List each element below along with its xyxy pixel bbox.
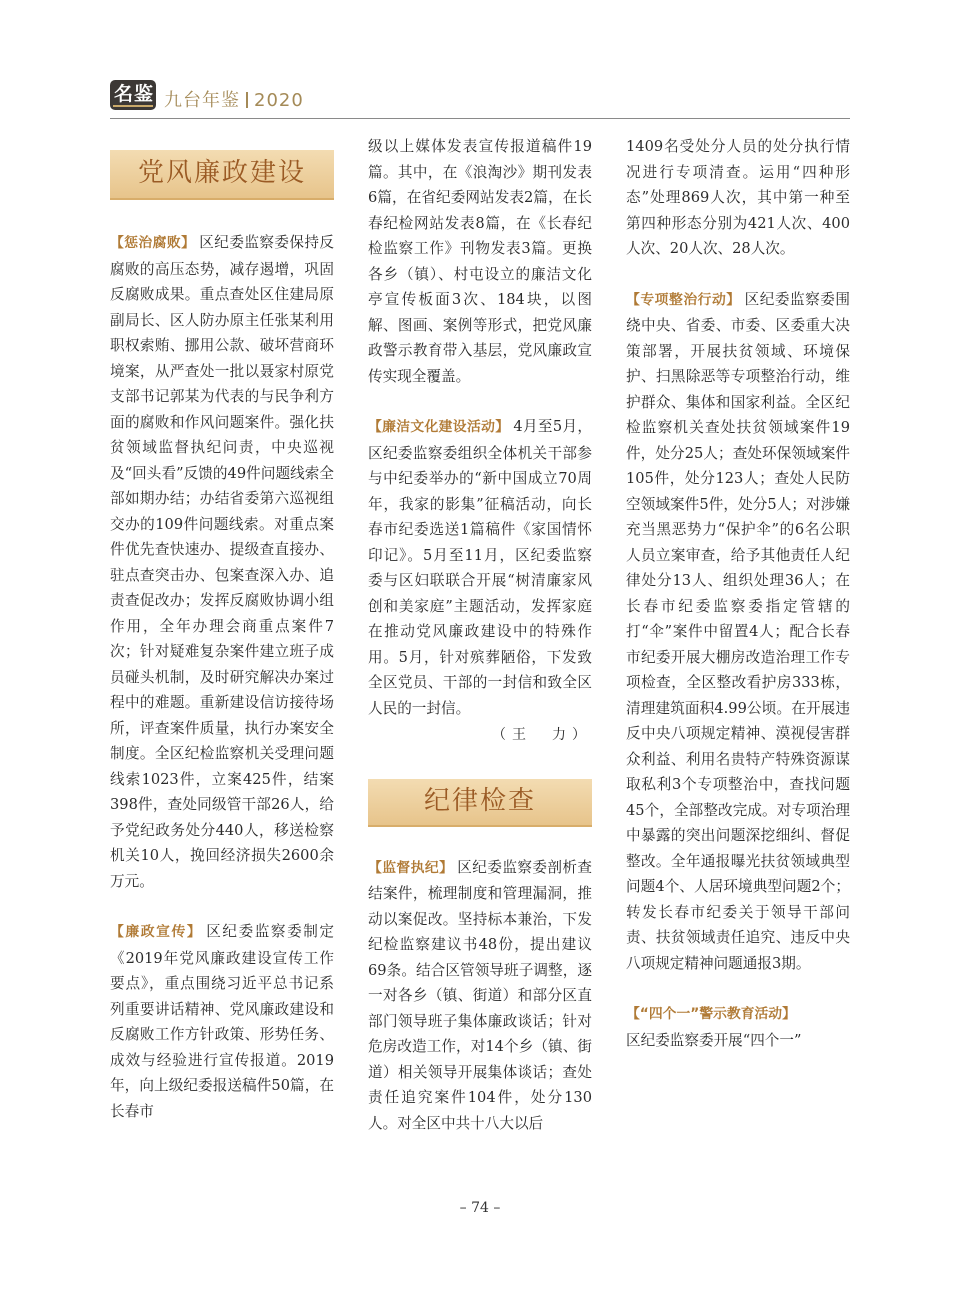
title-separator xyxy=(246,92,248,108)
section-title-discipline: 纪律检查 xyxy=(368,779,592,827)
paragraph-text: 区纪委监察委围绕中央、省委、市委、区委重大决策部署，开展扶贫领域、环境保护、扫黑除恶等专项整治行动，维护群众、集体和国家利益。全区纪检监察机关查处扶贫领域案件19件，处分25人；查处环保领域案件105件，处分123人；查处人民防空领域案件5件，处分5人；对涉嫌充当黑恶势力“保护伞”的6名公职人员立案审查，给予其他责任人纪律处分13人、组织处理36人；在长春市纪委监察委指定管辖的打“伞”案件中留置4人；配合长春市纪委开展大棚房改造治理工作专项检查，全区整改看护房333栋，清理建筑面积4.99公顷。在开展违反中央八项规定精神、漠视侵害群众利益、利用名贵特产特殊资源谋取私利3个专项整治中，查找问题45个，全部整改完成。对专项治理中暴露的突出问题深挖细纠、督促整改。全年通报曝光扶贫领域典型问题4个、人居环境典型问题2个；转发长春市纪委关于领导干部问责、扶贫领域责任追究、违反中央八项规定精神问题通报3期。 xyxy=(626,290,850,972)
column-3 xyxy=(626,134,850,1053)
paragraph-gap xyxy=(626,262,850,287)
paragraph-gap xyxy=(110,894,334,919)
logo-char-1: 名 xyxy=(114,83,134,105)
paragraph-gap xyxy=(368,389,592,414)
paragraph-warning-education xyxy=(626,1001,850,1053)
paragraph-publicity-continued xyxy=(368,134,592,389)
paragraph-supervision xyxy=(368,855,592,1137)
column-2 xyxy=(368,134,607,1136)
header-rule xyxy=(110,118,850,119)
paragraph-tag: 【廉洁文化建设活动】 xyxy=(368,419,510,435)
page-header xyxy=(110,80,850,122)
paragraph-tag: 【监督执纪】 xyxy=(368,859,454,876)
paragraph-text: 区纪委监察委制定《2019年党风廉政建设宣传工作要点》，重点围绕习近平总书记系列重要讲话精神、党风廉政建设和反腐败工作方针政策、形势任务、成效与经验进行宣传报道。2019年，向上级纪委报送稿件50篇，在长春市 xyxy=(110,923,334,1120)
paragraph-text: 区纪委监察委剖析查结案件，梳理制度和管理漏洞，推动以案促改。坚持标本兼治，下发纪检监察建议书48份，提出建议69条。结合区管领导班子调整，逐一对各乡（镇、街道）和部分区直部门领导班子集体廉政谈话；针对危房改造工作，对14个乡（镇、街道）相关领导开展集体谈话；查处责任追究案件104件，处分130人。对全区中共十八大以后 xyxy=(368,858,592,1132)
yearbook-logo xyxy=(110,80,156,110)
page-number: – 74 – xyxy=(459,1200,501,1216)
paragraph-supervision-continued xyxy=(626,134,850,262)
logo-char-2: 鉴 xyxy=(134,83,154,105)
book-year: 2020 xyxy=(254,90,304,111)
paragraph-text: 4月至5月，区纪委监察委组织全体机关干部参与中纪委举办的“新中国成立70周年，我家的影集”征稿活动，向长春市纪委选送1篇稿件《家国情怀印记》。5月至11月，区纪委监察委与区妇联联合开展“树清廉家风 创和美家庭”主题活动，发挥家庭在推动党风廉政建设中的特殊作用。5月，针对殡葬陋俗，下发致全区党员、干部的一封信和致全区人民的一封信。 xyxy=(368,418,607,717)
paragraph-tag: 【廉政宣传】 xyxy=(110,924,203,940)
book-title xyxy=(164,86,304,112)
paragraph-gap xyxy=(626,976,850,1001)
section-title-party-conduct: 党风廉政建设 xyxy=(110,150,334,200)
paragraph-punish-corruption xyxy=(110,230,334,894)
paragraph-text: 1409名受处分人员的处分执行情况进行专项清查。运用“四种形态”处理869人次，其中第一种至第四种形态分别为421人次、400人次、20人次、28人次。 xyxy=(626,138,850,257)
column-1 xyxy=(110,150,334,1124)
paragraph-tag: 【惩治腐败】 xyxy=(110,235,196,251)
paragraph-text: 级以上媒体发表宣传报道稿件19篇。其中，在《浪淘沙》期刊发表6篇，在省纪委网站发表2篇，在长春纪检网站发表8篇，在《长春纪检监察工作》刊物发表3篇。更换各乡（镇）、村屯设立的廉洁文化亭宣传板面3次、184块，以图解、图画、案例等形式，把党风廉政警示教育带入基层，党风廉政宣传实现全覆盖。 xyxy=(368,138,592,385)
author-credit: （王 力） xyxy=(492,727,592,743)
book-name: 九台年鉴 xyxy=(164,90,240,111)
paragraph-text: 区纪委监察委保持反腐败的高压态势，减存遏增，巩固反腐败成果。重点查处区住建局原副局长、区人防办原主任张某利用职权索贿、挪用公款、破坏营商环境案，从严查处一批以聂家村原党支部书记郭某为代表的与民争利方面的腐败和作风问题案件。强化扶贫领域监督执纪问责，中央巡视及“回头看”反馈的49件问题线索全部如期办结；办结省委第六巡视组交办的109件问题线索。对重点案件优先查快速办、提级查直接办、驻点查突击办、包案查深入办、追责查促改办；发挥反腐败协调小组作用，全年办理会商重点案件7次；针对疑难复杂案件建立班子成员碰头机制，及时研究解决办案过程中的难题。重新建设信访接待场所，评查案件质量，执行办案安全制度。全区纪检监察机关受理问题线索1023件，立案425件，结案398件，查处同级管干部26人，给予党纪政务处分440人，移送检察机关10人，挽回经济损失2600余万元。 xyxy=(110,234,334,890)
paragraph-integrity-publicity xyxy=(110,919,334,1124)
paragraph-tag: 【专项整治行动】 xyxy=(626,291,741,308)
paragraph-tag: 【“四个一”警示教育活动】 xyxy=(626,1006,796,1022)
paragraph-text: 区纪委监察委开展“四个一” xyxy=(626,1031,802,1049)
paragraph-special-rectification xyxy=(626,287,850,977)
paragraph-clean-culture xyxy=(368,414,607,721)
